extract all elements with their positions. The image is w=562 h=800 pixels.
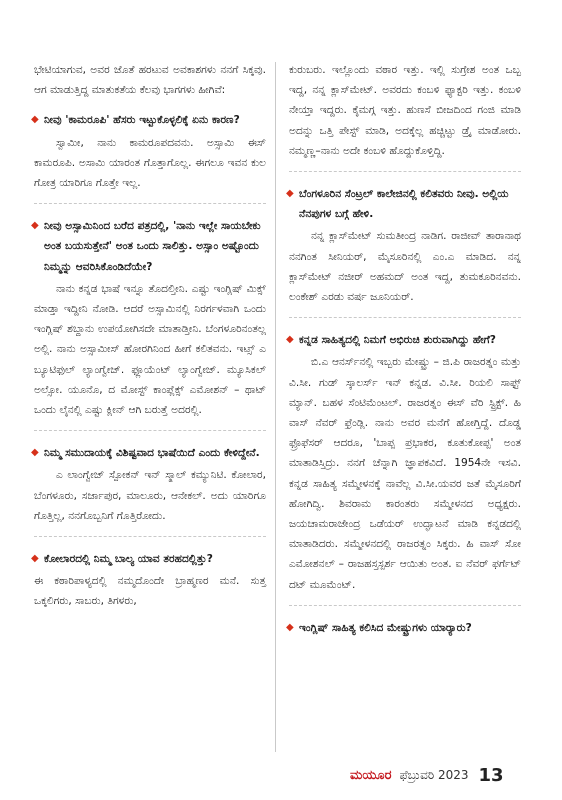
answer-paragraph: ಸ್ವಾಮೀ, ನಾನು ಕಾಮರೂಪದವನು. ಅಸ್ಸಾಮಿ ಈಸ್ ಕಾಮರೂಪಿ. ಅಸಾಮಿ ಯಾರಂತ ಗೊತ್ತಾಗೊಲ್ಲ. ಈಗಲೂ ಇವನ ಕುಲ ಗೋತ್ರ ಯಾರಿಗೂ ಗೊತ್ತೇ ಇಲ್ಲ. <box>34 136 266 190</box>
left-column <box>31 60 266 622</box>
question-text: ಕನ್ನಡ ಸಾಹಿತ್ಯದಲ್ಲಿ ನಿಮಗೆ ಅಭಿರುಚಿ ಶುರುವಾಗಿದ್ದು ಹೇಗೆ? <box>299 334 496 347</box>
right-column <box>286 60 521 640</box>
answer-paragraph: ಬಿ.ಎ ಆನರ್ಸ್‌ನಲ್ಲಿ ಇಬ್ಬರು ಮೇಷ್ಟ್ರು – ಜಿ.ಪಿ ರಾಜರತ್ನಂ ಮತ್ತು ವಿ.ಸೀ. ಗುಡ್ ಸ್ಕಾಲರ್ಸ್ ಇನ್ ಕನ್ನಡ. ವಿ.ಸೀ. ರಿಯಲಿ ಸಾಫ್ಟ್ ಮ್ಯಾನ್. ಬಹಳ ಸೆಂಟಿಮೆಂಟಲ್. ರಾಜರತ್ನಂ ಈಸ್ ವೆರಿ ಸ್ಟ್ರಿಕ್ಟ್. ಹಿ ವಾಸ್ ನೆವರ್ ಫ್ರೆಂಡ್ಲಿ. ನಾನು ಅವರ ಮನೆಗೆ ಹೋಗ್ತಿದ್ದೆ. ದೊಡ್ಡ ಫ್ರೊಫೆಸರ್ ಆದರೂ, 'ಬಾಪ್ಪ ಪ್ರಭಾಕರ, ಕೂತುಕೋಪ್ಪ' ಅಂತ ಮಾತಾಡಿಸ್ತಿದ್ರು. ನನಗೆ ಚೆನ್ನಾಗಿ ಜ್ಞಾಪಕವಿದೆ. 1954ನೇ ಇಸವಿ. ಕನ್ನಡ ಸಾಹಿತ್ಯ ಸಮ್ಮೇಳನಕ್ಕೆ ನಾವೆಲ್ಲ ವಿ.ಸೀ.ಯವರ ಜತೆ ಮೈಸೂರಿಗೆ ಹೋಗಿದ್ವಿ. ಶಿವರಾಮ ಕಾರಂತರು ಸಮ್ಮೇಳನದ ಅಧ್ಯಕ್ಷರು. ಜಯಚಾಮರಾಜೇಂದ್ರ ಒಡೆಯರ್ ಉದ್ಘಾಟನೆ ಮಾಡಿ ಕನ್ನಡದಲ್ಲಿ ಮಾತಾಡಿದರು. ಸಮ್ಮೇಳನದಲ್ಲಿ ರಾಜರತ್ನಂ ಸಿಕ್ಕರು. ಹಿ ವಾಸ್ ಸೋ ಎಮೋಶನಲ್ – ರಾಜಹಸ್ತಸ್ಪರ್ಶ ಆಯಿತು ಅಂತ. ಐ ನೆವರ್ ಫರ್ಗೆಟ್ ದಟ್ ಮೂಮೆಂಟ್. <box>289 356 521 591</box>
answer-paragraph: ನನ್ನ ಕ್ಲಾಸ್‌ಮೇಟ್ ಸುಮತೀಂದ್ರ ನಾಡಿಗ. ರಾಜೀವ್ ತಾರಾನಾಥ ನನಗಿಂತ ಸೀನಿಯರ್, ಮೈಸೂರಿನಲ್ಲಿ ಎಂ.ಎ ಮಾಡಿದ. ನನ್ನ ಕ್ಲಾಸ್‌ಮೇಟ್ ನಜೀರ್ ಅಹಮದ್ ಅಂತ ಇದ್ದ, ತುಮಕೂರಿನವನು. ಲಂಕೇಶ್ ಎರಡು ವರ್ಷ ಜೂನಿಯರ್. <box>289 230 521 304</box>
divider <box>34 203 266 204</box>
divider <box>289 605 521 606</box>
question-text: ನಿಮ್ಮ ಸಮುದಾಯಕ್ಕೆ ವಿಶಿಷ್ಟವಾದ ಭಾಷೆಯಿದೆ ಎಂದು ಕೇಳಿದ್ದೇನೆ. <box>44 447 260 460</box>
red-diamond-icon: ◆ <box>31 220 39 232</box>
question-heading <box>31 110 266 130</box>
divider <box>34 536 266 537</box>
answer-paragraph: ಈ ಕಠಾರಿಪಾಳ್ಯದಲ್ಲಿ ನಮ್ಮದೊಂದೇ ಬ್ರಾಹ್ಮಣರ ಮನೆ. ಸುತ್ತ ಒಕ್ಕಲಿಗರು, ಸಾಬರು, ತಿಗಳರು, <box>34 575 266 608</box>
divider <box>289 317 521 318</box>
question-text: ನೀವು 'ಕಾಮರೂಪಿ' ಹೆಸರು ಇಟ್ಟುಕೊಳ್ಳಲಿಕ್ಕೆ ಏನು ಕಾರಣ? <box>44 114 240 127</box>
page-number: 13 <box>478 764 504 786</box>
question-heading <box>31 549 266 569</box>
answer-paragraph: ಎ ಲಾಂಗ್ವೇಜ್ ಸ್ಪೋಕನ್ ಇನ್ ಸ್ಮಾಲ್ ಕಮ್ಯುನಿಟಿ. ಕೋಲಾರ, ಬೆಂಗಳೂರು, ಸರ್ಜಾಪುರ, ಮಾಲೂರು, ಆನೇಕಲ್. ಅದು ಯಾರಿಗೂ ಗೊತ್ತಿಲ್ಲ, ನನಗೊಬ್ಬನಿಗೆ ಗೊತ್ತಿರೋದು. <box>34 469 266 522</box>
answer-paragraph: ನಾನು ಕನ್ನಡ ಭಾಷೆ ಇನ್ನೂ ತೊದಲ್ತೀನಿ. ಎಷ್ಟು ಇಂಗ್ಲಿಷ್ ಮಿಕ್ಸ್ ಮಾಡ್ತಾ ಇದ್ದೀನಿ ನೋಡಿ. ಆದರೆ ಅಸ್ಸಾಮಿನಲ್ಲಿ ನಿರರ್ಗಳವಾಗಿ ಒಂದು ಇಂಗ್ಲಿಷ್ ಶಬ್ದಾನು ಉಪಯೋಗಿಸದೇ ಮಾತಾಡ್ತೀನಿ. ಬೆಂಗಳೂರಿನಂತಲ್ಲ ಅಲ್ಲಿ. ನಾನು ಅಸ್ಸಾಮೀಸ್ ಹೋರಗಿನಿಂದ ಹೀಗೆ ಕಲಿತವನು. ಇಟ್ಸ್ ಎ ಬ್ಯೂಟಿಫುಲ್ ಲ್ಯಾಂಗ್ವೇಜ್. ಫ್ಲೂಯೆಂಟ್ ಲ್ಯಾಂಗ್ವೇಜ್. ಮ್ಯೂಸಿಕಲ್ ಅಲ್ಸೋ. ಯೂನೊ, ದ ಮೋಸ್ಟ್ ಕಾಂಪ್ಲೆಕ್ಸ್ ಎಮೋಶನ್ – ಥಾಟ್ ಒಂದು ಲೈನಲ್ಲಿ ಎಷ್ಟು ಕ್ಲೀನ್ ಆಗಿ ಬರುತ್ತೆ ಅದರಲ್ಲಿ. <box>34 282 266 417</box>
issue-date: ಫೆಬ್ರುವರಿ 2023 <box>399 767 469 782</box>
red-diamond-icon: ◆ <box>31 447 39 459</box>
question-text: ಬೆಂಗಳೂರಿನ ಸೆಂಟ್ರಲ್ ಕಾಲೇಜಿನಲ್ಲಿ ಕಲಿತವರು ನೀವು. ಅಲ್ಲಿಯ ನೆನಪುಗಳ ಬಗ್ಗೆ ಹೇಳಿ. <box>299 188 509 221</box>
red-diamond-icon: ◆ <box>286 188 294 200</box>
page-footer <box>350 762 550 788</box>
question-heading <box>286 330 521 350</box>
red-diamond-icon: ◆ <box>31 114 39 126</box>
divider <box>34 430 266 431</box>
question-heading <box>286 184 521 224</box>
continued-paragraph: ಕುರುಬರು. ಇಲ್ಲೊಂದು ವಠಾರ ಇತ್ತು. ಇಲ್ಲಿ ಸುಗ್ರೇಶ ಅಂತ ಒಬ್ಬ ಇದ್ದ, ನನ್ನ ಕ್ಲಾಸ್‌ಮೇಟ್. ಅವರದು ಕಂಬಳಿ ಫ್ಯಾಕ್ಟರಿ ಇತ್ತು. ಕಂಬಳಿ ನೇಯ್ತಾ ಇದ್ದರು. ಕೈಮಗ್ಗ ಇತ್ತು. ಹುಣಸೆ ಬೀಜದಿಂದ ಗಂಜಿ ಮಾಡಿ ಅದನ್ನು ಒತ್ತಿ ಪೇಸ್ಟ್ ಮಾಡಿ, ಅದಕ್ಕೆಲ್ಲ ಹಚ್ಚಿಟ್ಟು ಡ್ರೈ ಮಾಡೋರು. ನಮ್ಮಣ್ಣ–ನಾನು ಅದೇ ಕಂಬಳಿ ಹೊದ್ದುಕೊಳ್ತಿದ್ದಿ. <box>289 64 521 157</box>
red-diamond-icon: ◆ <box>286 334 294 346</box>
question-heading <box>31 443 266 463</box>
question-text: ಕೋಲಾರದಲ್ಲಿ ನಿಮ್ಮ ಬಾಲ್ಯ ಯಾವ ತರಹದಲ್ಲಿತ್ತು? <box>44 553 213 566</box>
magazine-name: ಮಯೂರ <box>350 767 392 783</box>
question-text: ಇಂಗ್ಲಿಷ್ ಸಾಹಿತ್ಯ ಕಲಿಸಿದ ಮೇಷ್ಟ್ರುಗಳು ಯಾರ್‍ಯಾರು? <box>299 621 472 634</box>
divider <box>289 171 521 172</box>
red-diamond-icon: ◆ <box>31 553 39 565</box>
question-text: ನೀವು ಅಸ್ಸಾಮಿನಿಂದ ಬರೆದ ಪತ್ರದಲ್ಲಿ, 'ನಾನು ಇಲ್ಲೇ ಸಾಯಬೇಕು ಅಂತ ಬಯಸುತ್ತೇನೆ' ಅಂತ ಒಂದು ಸಾಲಿತ್ತು. ಅಸ್ಸಾಂ ಅಷ್ಟೊಂದು ನಿಮ್ಮನ್ನು ಆವರಿಸಿಕೊಂಡಿದೆಯೇ? <box>44 220 261 273</box>
intro-paragraph: ಭೇಟಿಯಾಗುವ, ಅವರ ಜೊತೆ ಹರಟುವ ಅವಕಾಶಗಳು ನನಗೆ ಸಿಕ್ಕವು. ಆಗ ಮಾಡುತ್ತಿದ್ದ ಮಾತುಕತೆಯ ಕೆಲವು ಭಾಗಗಳು ಹೀಗಿವೆ: <box>34 64 266 97</box>
column-divider <box>275 62 276 752</box>
question-heading <box>31 216 266 277</box>
red-diamond-icon: ◆ <box>286 621 294 633</box>
question-heading <box>286 618 521 638</box>
